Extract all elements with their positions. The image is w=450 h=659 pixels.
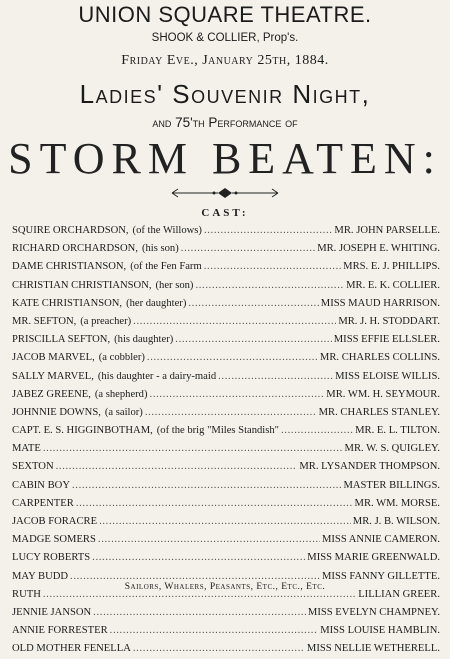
- cast-row: [12, 240, 440, 258]
- cast-role-description: (a shepherd): [94, 388, 148, 400]
- cast-actor: MISS MARIE GREENWALD.: [307, 552, 440, 564]
- cast-role: JACOB FORACRE: [12, 516, 98, 527]
- cast-actor: MR. WM. H. SEYMOUR.: [326, 388, 440, 400]
- leader-dots: [110, 622, 319, 640]
- cast-role-description: (of the Willows): [132, 225, 202, 236]
- theatre-name: UNION SQUARE THEATRE.: [78, 2, 372, 27]
- cast-row: [12, 313, 440, 331]
- cast-row: [12, 440, 440, 458]
- cast-actor: MISS ELOISE WILLIS.: [335, 370, 440, 382]
- cast-role-description: (a cobbler): [98, 352, 145, 364]
- cast-role-description: (of the brig "Miles Standish": [156, 425, 279, 437]
- cast-actor: MISS ANNIE CAMERON.: [321, 534, 440, 546]
- cast-actor: LILLIAN GREER.: [358, 588, 440, 600]
- cast-role: JACOB MARVEL,: [12, 352, 95, 364]
- leader-dots: [181, 240, 315, 258]
- cast-role-description: (a sailor): [104, 406, 143, 418]
- cast-actor: MR. W. S. QUIGLEY.: [344, 443, 440, 455]
- cast-role: MAY BUDD: [12, 570, 69, 582]
- cast-role: ANNIE FORRESTER: [12, 625, 108, 637]
- leader-dots: [76, 495, 353, 513]
- cast-role: CABIN BOY: [12, 479, 70, 491]
- cast-row: [12, 295, 440, 313]
- cast-role-description: (a preacher): [80, 315, 132, 327]
- cast-actor: MISS EFFIE ELLSLER.: [333, 334, 440, 346]
- cast-row: [12, 422, 440, 440]
- leader-dots: [93, 604, 306, 622]
- cast-role-description: (his son): [141, 243, 179, 255]
- cast-row: [12, 277, 440, 295]
- cast-role: LUCY ROBERTS: [12, 552, 91, 564]
- event-title: Ladies' Souvenir Night,: [79, 79, 371, 109]
- performance-line: and 75'th Performance of: [152, 115, 298, 130]
- cast-actor: MISS EVELYN CHAMPNEY.: [307, 606, 440, 618]
- cast-row: [12, 331, 440, 349]
- cast-row: [12, 458, 440, 476]
- leader-dots: [99, 513, 351, 531]
- cast-role: MATE: [12, 443, 41, 455]
- cast-actor: MR. CHARLES STANLEY.: [318, 406, 440, 418]
- cast-role-description: (his daughter - a dairy-maid: [97, 370, 217, 382]
- footer-note: Sailors, Whalers, Peasants, Etc., Etc., Etc.: [124, 582, 326, 592]
- cast-role: OLD MOTHER FENELLA: [12, 643, 131, 655]
- cast-actor: MISS FANNY GILLETTE.: [322, 570, 440, 582]
- leader-dots: [218, 368, 333, 386]
- leader-dots: [56, 458, 298, 476]
- cast-role: PRISCILLA SEFTON,: [12, 334, 111, 346]
- cast-role-description: (her daughter): [126, 297, 187, 309]
- cast-row: [12, 622, 440, 640]
- cast-actor: MR. E. K. COLLIER.: [346, 279, 440, 291]
- leader-dots: [133, 640, 305, 658]
- cast-row: [12, 386, 440, 404]
- cast-actor: MR. JOHN PARSELLE.: [334, 225, 440, 236]
- leader-dots: [43, 440, 343, 458]
- cast-row: [12, 495, 440, 513]
- cast-role: MR. SEFTON,: [12, 315, 77, 327]
- cast-actor: MR. J. H. STODDART.: [338, 315, 440, 327]
- cast-actor: MISS MAUD HARRISON.: [320, 297, 440, 309]
- proprietors-line: SHOOK & COLLIER, Prop's.: [151, 32, 299, 44]
- cast-row: [12, 513, 440, 531]
- cast-role: JOHNNIE DOWNS,: [12, 406, 101, 418]
- cast-actor: MR. J. B. WILSON.: [352, 516, 440, 527]
- cast-actor: MR. CHARLES COLLINS.: [319, 352, 440, 364]
- leader-dots: [188, 295, 318, 313]
- cast-row: [12, 549, 440, 567]
- cast-role: JENNIE JANSON: [12, 606, 92, 618]
- cast-role: RUTH: [12, 588, 41, 600]
- cast-list: [12, 222, 440, 659]
- cast-row: [12, 258, 440, 276]
- cast-role: KATE CHRISTIANSON,: [12, 297, 123, 309]
- cast-role: CARPENTER: [12, 497, 74, 509]
- cast-actor: MR. E. L. TILTON.: [355, 425, 440, 437]
- leader-dots: [195, 277, 344, 295]
- cast-actor: MR. LYSANDER THOMPSON.: [299, 461, 440, 473]
- cast-heading: CAST:: [201, 207, 249, 219]
- cast-row: [12, 222, 440, 240]
- cast-actor: MR. WM. MORSE.: [354, 497, 440, 509]
- performance-date: Friday Eve., January 25th, 1884.: [121, 53, 329, 68]
- leader-dots: [133, 313, 336, 331]
- cast-actor: MR. JOSEPH E. WHITING.: [317, 243, 440, 255]
- leader-dots: [72, 477, 341, 495]
- leader-dots: [145, 404, 317, 422]
- leader-dots: [281, 422, 353, 440]
- leader-dots: [175, 331, 331, 349]
- leader-dots: [147, 349, 318, 367]
- cast-role: JABEZ GREENE,: [12, 388, 91, 400]
- ornament-divider-icon: [170, 186, 280, 200]
- leader-dots: [204, 222, 332, 240]
- cast-actor: MRS. E. J. PHILLIPS.: [343, 261, 440, 273]
- cast-role: MADGE SOMERS: [12, 534, 96, 546]
- play-title: STORM BEATEN:: [8, 134, 442, 183]
- cast-role: CAPT. E. S. HIGGINBOTHAM,: [12, 425, 153, 437]
- leader-dots: [204, 258, 341, 276]
- cast-role: SQUIRE ORCHARDSON,: [12, 225, 129, 236]
- cast-role-description: (of the Fen Farm: [130, 261, 202, 273]
- cast-row: [12, 640, 440, 658]
- cast-row: [12, 404, 440, 422]
- cast-row: [12, 368, 440, 386]
- cast-role: CHRISTIAN CHRISTIANSON,: [12, 279, 152, 291]
- cast-row: [12, 477, 440, 495]
- cast-row: [12, 604, 440, 622]
- cast-actor: MASTER BILLINGS.: [343, 479, 440, 491]
- leader-dots: [150, 386, 325, 404]
- cast-row: [12, 531, 440, 549]
- cast-role-description: (his daughter): [114, 334, 174, 346]
- cast-actor: MISS NELLIE WETHERELL.: [306, 643, 440, 655]
- cast-role-description: (her son): [155, 279, 194, 291]
- cast-actor: MISS LOUISE HAMBLIN.: [320, 625, 440, 637]
- cast-role: SALLY MARVEL,: [12, 370, 94, 382]
- cast-role: RICHARD ORCHARDSON,: [12, 243, 138, 255]
- cast-row: [12, 349, 440, 367]
- cast-role: DAME CHRISTIANSON,: [12, 261, 127, 273]
- cast-role: SEXTON: [12, 461, 54, 473]
- leader-dots: [98, 531, 320, 549]
- leader-dots: [92, 549, 305, 567]
